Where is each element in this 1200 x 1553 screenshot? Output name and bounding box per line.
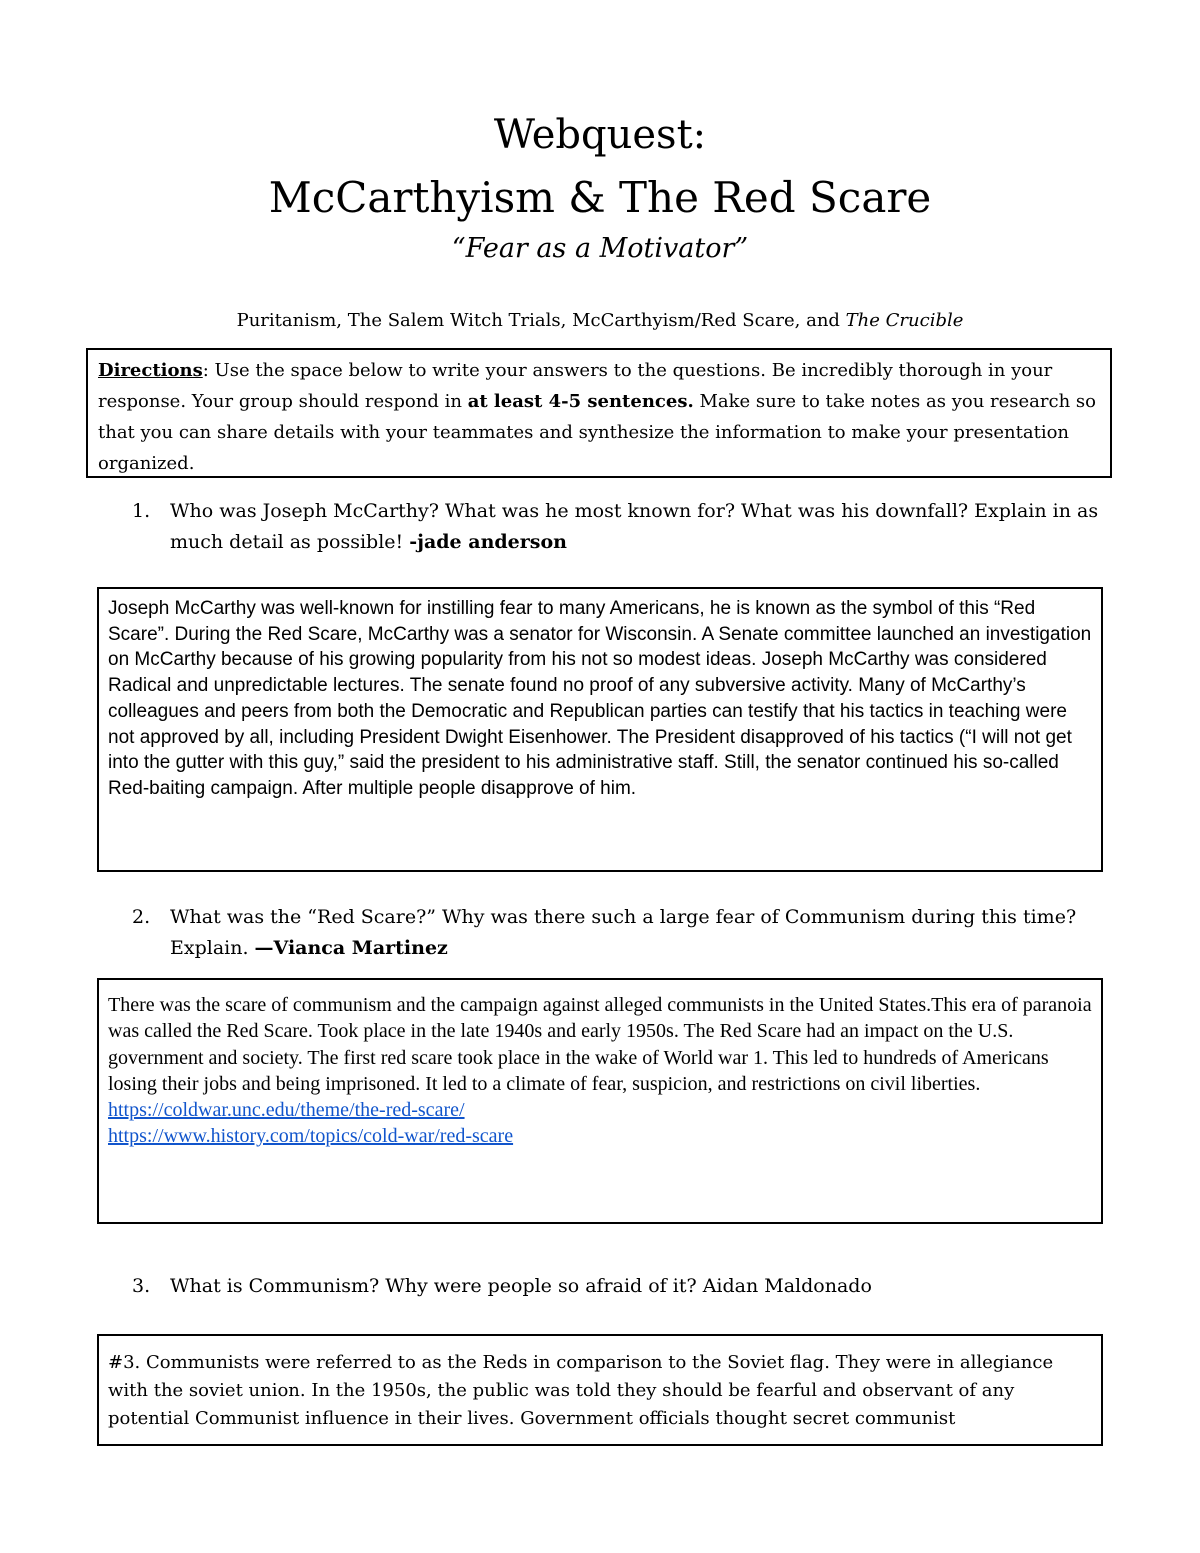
directions-emphasis: at least 4-5 sentences. xyxy=(467,391,694,412)
answer-box-3[interactable] xyxy=(97,1334,1103,1446)
topics-text: Puritanism, The Salem Witch Trials, McCarthyism/Red Scare, and xyxy=(236,310,846,331)
answer-text: Joseph McCarthy was well-known for instilling fear to many Americans, he is known as the symbol of this “Red Scare”. During the Red Scare, McCarthy was a senator for Wisconsin. A Senate committee launched an investigation on McCarthy because of his growing popularity from his not so modest ideas. Joseph McCarthy was considered Radical and unpredictable lectures. The senate found no proof of any subversive activity. Many of McCarthy’s colleagues and peers from both the Democratic and Republican parties can testify that his tactics in teaching were not approved by all, including President Dwight Eisenhower. The President disapproved of his tactics (“I will not get into the gutter with this guy,” said the president to his administrative staff. Still, the senator continued his so-called Red-baiting campaign. After multiple people disapprove of him. xyxy=(108,598,1092,799)
topics-line xyxy=(0,308,1200,334)
directions-label: Directions xyxy=(98,360,203,381)
directions-text-end: Make sure to take notes as you research so that you can share details with your teammates and synthesize the information to make your presentation organized. xyxy=(98,391,1096,474)
question-author: -jade anderson xyxy=(409,531,567,553)
question-text: What is Communism? Why were people so afraid of it? Aidan Maldonado xyxy=(170,1275,872,1297)
question-1 xyxy=(132,496,1102,558)
question-number: 2. xyxy=(132,906,151,928)
question-3 xyxy=(132,1271,1102,1302)
directions-box xyxy=(86,348,1112,478)
directions-colon: : xyxy=(202,360,209,381)
question-2 xyxy=(132,902,1102,964)
answer-box-2[interactable] xyxy=(97,978,1103,1224)
question-text: Who was Joseph McCarthy? What was he most known for? What was his downfall? Explain in as much detail as possible! xyxy=(170,500,1099,553)
source-link[interactable]: https://coldwar.unc.edu/theme/the-red-scare/ xyxy=(108,1099,465,1122)
answer-box-1[interactable] xyxy=(97,587,1103,872)
question-author: —Vianca Martinez xyxy=(254,937,448,959)
answer-text: #3. Communists were referred to as the Reds in comparison to the Soviet flag. They were in allegiance with the soviet union. In the 1950s, the public was told they should be fearful and observant of any potential Communist influence in their lives. Government officials thought secret communist xyxy=(108,1352,1054,1429)
page-subtitle: “Fear as a Motivator” xyxy=(451,233,749,264)
directions-text: Use the space below to write your answers to the questions. Be incredibly thorough in your response. Your group should respond in xyxy=(98,360,1053,412)
question-text: What was the “Red Scare?” Why was there such a large fear of Communism during this time? Explain. xyxy=(170,906,1077,959)
question-number: 1. xyxy=(132,500,151,522)
source-link[interactable]: https://www.history.com/topics/cold-war/red-scare xyxy=(108,1125,514,1148)
page-title: Webquest: xyxy=(493,112,707,158)
page-title-topic: McCarthyism & The Red Scare xyxy=(268,173,932,222)
answer-text: There was the scare of communism and the campaign against alleged communists in the United States.This era of paranoia was called the Red Scare. Took place in the late 1940s and early 1950s. The Red Scare had an impact on the U.S. government and society. The first red scare took place in the wake of World war 1. This led to hundreds of Americans losing their jobs and being imprisoned. It led to a climate of fear, suspicion, and restrictions on civil liberties. xyxy=(108,994,1092,1095)
question-number: 3. xyxy=(132,1275,151,1297)
topics-italic: The Crucible xyxy=(845,310,964,331)
